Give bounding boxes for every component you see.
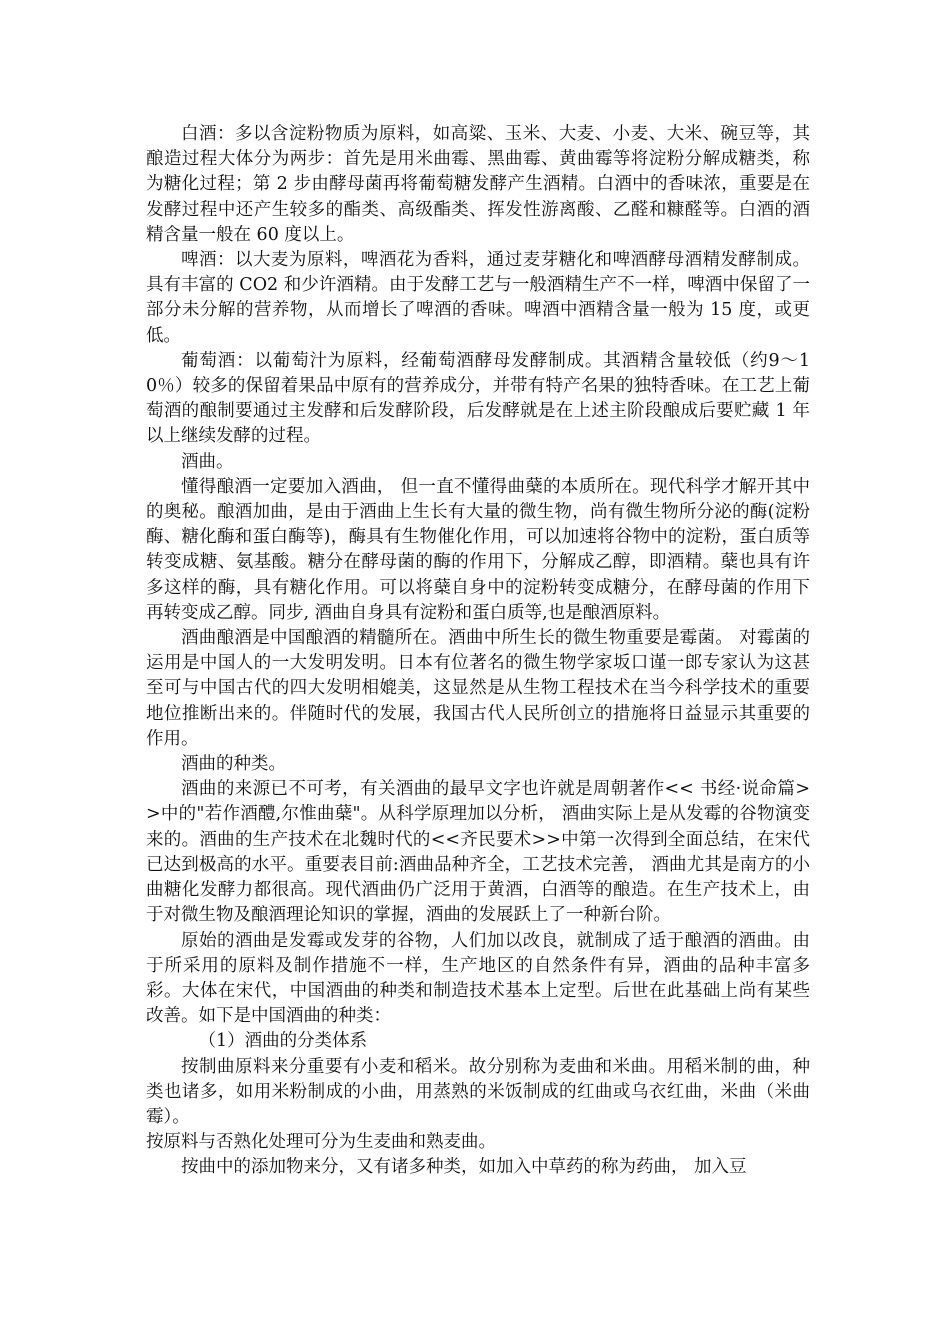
paragraph-by-cooking: 按原料与否熟化处理可分为生麦曲和熟麦曲。: [146, 1132, 496, 1153]
paragraph-by-additive: 按曲中的添加物来分，又有诸多种类，如加入中草药的称为药曲， 加入豆: [181, 1157, 747, 1178]
paragraph-jiuqu-intro: 懂得酿酒一定要加入酒曲， 但一直不懂得曲蘖的本质所在。现代科学才解开其中的奥秘。酿酒加曲，是由于酒曲上生长有大量的微生物，尚有微生物所分泌的酶(淀粉酶、糖化酶和蛋白酶等)，酶具有生物催化作用，可以加速将谷物中的淀粉，蛋白质等转变成糖、氨基酸。糖分在酵母菌的酶的作用下，分解成乙醇，即酒精。蘖也具有许多这样的酶，具有糖化作用。可以将蘖自身中的淀粉转变成糖分，在酵母菌的作用下再转变成乙醇。同步, 酒曲自身具有淀粉和蛋白质等,也是酿酒原料。: [146, 476, 810, 623]
document-body: [146, 122, 810, 1181]
paragraph-pijiu: 啤酒：以大麦为原料，啤酒花为香料，通过麦芽糖化和啤酒酵母酒精发酵制成。具有丰富的 CO2 和少许酒精。由于发酵工艺与一般酒精生产不一样，啤酒中保留了一部分未分解的营养物，从而增长了啤酒的香味。啤酒中酒精含量一般为 15 度，或更低。: [146, 250, 810, 346]
paragraph-putaojiu: 葡萄酒：以葡萄汁为原料，经葡萄酒酵母发酵制成。其酒精含量较低（约9～10％）较多的保留着果品中原有的营养成分，并带有特产名果的独特香味。在工艺上葡萄酒的酿制要通过主发酵和后发酵阶段，后发酵就是在上述主阶段酿成后要贮藏 1 年以上继续发酵的过程。: [146, 350, 810, 447]
paragraph-jiuqu-essence: 酒曲酿酒是中国酿酒的精髓所在。酒曲中所生长的微生物重要是霉菌。 对霉菌的运用是中国人的一大发明发明。日本有位著名的微生物学家坂口谨一郎专家认为这甚至可与中国古代的四大发明相媲美，这显然是从生物工程技术在当今科学技术的重要地位推断出来的。伴随时代的发展，我国古代人民所创立的措施将日益显示其重要的作用。: [146, 628, 810, 749]
heading-jiuqu-types: 酒曲的种类。: [181, 754, 286, 775]
paragraph-baijiu: 白酒：多以含淀粉物质为原料，如高粱、玉米、大麦、小麦、大米、碗豆等，其酿造过程大体分为两步：首先是用米曲霉、黑曲霉、黄曲霉等将淀粉分解成糖类，称为糖化过程；第 2 步由酵母菌再将葡萄糖发酵产生酒精。白酒中的香味浓，重要是在发酵过程中还产生较多的酯类、高级酯类、挥发性游离酸、乙醛和糠醛等。白酒的酒精含量一般在 60 度以上。: [146, 124, 810, 245]
paragraph-by-material: 按制曲原料来分重要有小麦和稻米。故分别称为麦曲和米曲。用稻米制的曲，种类也诸多，如用米粉制成的小曲，用蒸熟的米饭制成的红曲或乌衣红曲，米曲（米曲霉）。: [146, 1056, 810, 1127]
subheading-classification: （1）酒曲的分类体系: [198, 1031, 368, 1052]
heading-jiuqu: 酒曲。: [181, 451, 234, 472]
paragraph-jiuqu-primitive: 原始的酒曲是发霉或发芽的谷物，人们加以改良，就制成了适于酿酒的酒曲。由于所采用的原料及制作措施不一样，生产地区的自然条件有异，酒曲的品种丰富多彩。大体在宋代，中国酒曲的种类和制造技术基本上定型。后世在此基础上尚有某些改善。如下是中国酒曲的种类：: [146, 930, 810, 1027]
paragraph-jiuqu-origin: 酒曲的来源已不可考，有关酒曲的最早文字也许就是周朝著作<< 书经·说命篇>>中的"若作酒醴,尔惟曲蘖"。从科学原理加以分析， 酒曲实际上是从发霉的谷物演变来的。酒曲的生产技术在北魏时代的<<齐民要术>>中第一次得到全面总结，在宋代已达到极高的水平。重要表目前:酒曲品种齐全，工艺技术完善， 酒曲尤其是南方的小曲糖化发酵力都很高。现代酒曲仍广泛用于黄酒，白酒等的酿造。在生产技术上，由于对微生物及酿酒理论知识的掌握，酒曲的发展跃上了一种新台阶。: [146, 779, 810, 926]
